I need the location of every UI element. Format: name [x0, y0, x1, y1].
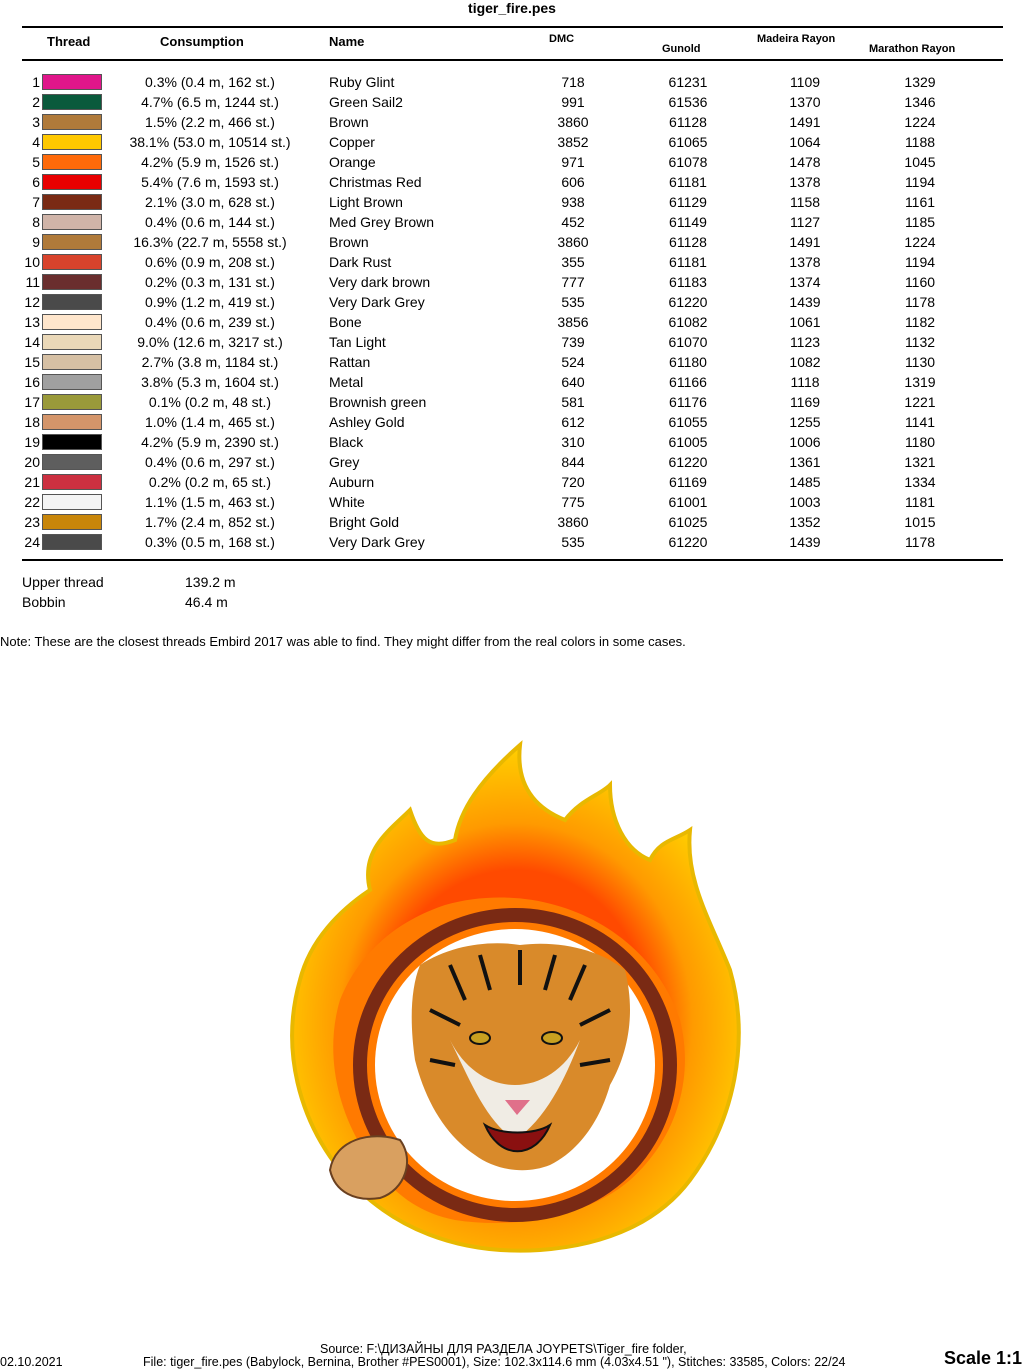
- thread-dmc-code: 535: [561, 294, 585, 310]
- table-row: [0, 512, 1024, 532]
- thread-madeira-code: 1378: [789, 174, 821, 190]
- thread-consumption: 3.8% (5.3 m, 1604 st.): [141, 374, 279, 390]
- thread-gunold-code: 61082: [668, 314, 708, 330]
- thread-name: Black: [329, 434, 364, 450]
- thread-marathon-code: 1224: [904, 114, 936, 130]
- thread-number: 5: [32, 154, 40, 170]
- thread-gunold-code: 61220: [668, 454, 708, 470]
- thread-name: White: [329, 494, 365, 510]
- thread-color-swatch: [42, 474, 102, 490]
- thread-madeira-code: 1003: [789, 494, 821, 510]
- thread-name: Brown: [329, 234, 369, 250]
- thread-marathon-code: 1334: [904, 474, 936, 490]
- thread-color-swatch: [42, 254, 102, 270]
- thread-madeira-code: 1123: [789, 334, 821, 350]
- thread-gunold-code: 61055: [668, 414, 708, 430]
- thread-consumption: 1.7% (2.4 m, 852 st.): [145, 514, 275, 530]
- table-row: [0, 232, 1024, 252]
- thread-number: 13: [24, 314, 40, 330]
- thread-name: Rattan: [329, 354, 371, 370]
- tiger-eye-right: [542, 1032, 562, 1044]
- thread-madeira-code: 1491: [789, 234, 821, 250]
- thread-consumption: 0.4% (0.6 m, 239 st.): [145, 314, 275, 330]
- table-row: [0, 412, 1024, 432]
- thread-color-swatch: [42, 354, 102, 370]
- thread-name: Christmas Red: [329, 174, 422, 190]
- thread-consumption: 0.2% (0.2 m, 65 st.): [148, 474, 272, 490]
- thread-marathon-code: 1321: [904, 454, 936, 470]
- thread-consumption: 0.9% (1.2 m, 419 st.): [145, 294, 275, 310]
- bobbin-label: Bobbin: [22, 594, 66, 610]
- thread-consumption: 0.6% (0.9 m, 208 st.): [145, 254, 275, 270]
- thread-marathon-code: 1346: [904, 94, 936, 110]
- thread-madeira-code: 1478: [789, 154, 821, 170]
- thread-consumption: 9.0% (12.6 m, 3217 st.): [137, 334, 283, 350]
- thread-madeira-code: 1374: [789, 274, 821, 290]
- thread-consumption: 0.2% (0.3 m, 131 st.): [145, 274, 275, 290]
- thread-dmc-code: 991: [561, 94, 585, 110]
- thread-madeira-code: 1439: [789, 294, 821, 310]
- table-row: [0, 112, 1024, 132]
- footer-file-info: File: tiger_fire.pes (Babylock, Bernina, Brother #PES0001), Size: 102.3x114.6 mm (4.03x4.51 "), Stitches: 33585, Colors: 22/24: [143, 1355, 846, 1369]
- thread-number: 2: [32, 94, 40, 110]
- thread-name: Ashley Gold: [329, 414, 405, 430]
- thread-madeira-code: 1439: [789, 534, 821, 550]
- header-dmc: DMC: [549, 33, 575, 45]
- table-row: [0, 212, 1024, 232]
- thread-consumption: 4.7% (6.5 m, 1244 st.): [141, 94, 279, 110]
- footer-date: 02.10.2021: [0, 1355, 63, 1369]
- thread-number: 12: [24, 294, 40, 310]
- thread-color-swatch: [42, 454, 102, 470]
- thread-dmc-code: 739: [561, 334, 585, 350]
- thread-name: Med Grey Brown: [329, 214, 435, 230]
- thread-madeira-code: 1352: [789, 514, 821, 530]
- thread-number: 10: [24, 254, 40, 270]
- thread-dmc-code: 777: [561, 274, 585, 290]
- thread-gunold-code: 61129: [669, 194, 707, 210]
- thread-consumption: 4.2% (5.9 m, 1526 st.): [141, 154, 279, 170]
- thread-marathon-code: 1185: [904, 214, 936, 230]
- thread-dmc-code: 606: [561, 174, 585, 190]
- thread-number: 21: [24, 474, 40, 490]
- table-row: [0, 492, 1024, 512]
- thread-name: Bone: [329, 314, 362, 330]
- thread-gunold-code: 61183: [669, 274, 707, 290]
- thread-number: 4: [32, 134, 40, 150]
- thread-madeira-code: 1109: [789, 74, 821, 90]
- thread-number: 11: [25, 274, 40, 290]
- thread-name: Very Dark Grey: [329, 534, 425, 550]
- thread-number: 19: [24, 434, 40, 450]
- thread-marathon-code: 1015: [904, 514, 936, 530]
- thread-consumption: 0.4% (0.6 m, 297 st.): [145, 454, 275, 470]
- thread-color-swatch: [42, 294, 102, 310]
- thread-marathon-code: 1221: [904, 394, 936, 410]
- thread-marathon-code: 1161: [904, 194, 936, 210]
- thread-number: 16: [24, 374, 40, 390]
- table-row: [0, 472, 1024, 492]
- header-bottom-rule: [22, 59, 1003, 61]
- header-top-rule: [22, 26, 1003, 28]
- table-row: [0, 312, 1024, 332]
- thread-consumption: 16.3% (22.7 m, 5558 st.): [133, 234, 287, 250]
- table-row: [0, 352, 1024, 372]
- thread-number: 18: [24, 414, 40, 430]
- thread-dmc-code: 720: [561, 474, 585, 490]
- thread-dmc-code: 938: [561, 194, 585, 210]
- thread-color-swatch: [42, 394, 102, 410]
- thread-name: Metal: [329, 374, 364, 390]
- thread-name: Bright Gold: [329, 514, 400, 530]
- thread-number: 23: [24, 514, 40, 530]
- thread-consumption: 1.1% (1.5 m, 463 st.): [145, 494, 275, 510]
- thread-marathon-code: 1319: [904, 374, 936, 390]
- thread-gunold-code: 61070: [668, 334, 708, 350]
- header-name: Name: [329, 34, 365, 49]
- header-marathon: Marathon Rayon: [869, 43, 956, 55]
- thread-color-swatch: [42, 74, 102, 90]
- tiger-eye-left: [470, 1032, 490, 1044]
- thread-gunold-code: 61231: [668, 74, 708, 90]
- thread-marathon-code: 1188: [904, 134, 936, 150]
- thread-number: 15: [24, 354, 40, 370]
- header-madeira: Madeira Rayon: [757, 33, 836, 45]
- thread-gunold-code: 61065: [668, 134, 708, 150]
- table-row: [0, 392, 1024, 412]
- thread-dmc-code: 3860: [557, 114, 589, 130]
- thread-consumption: 2.7% (3.8 m, 1184 st.): [141, 354, 279, 370]
- thread-marathon-code: 1224: [904, 234, 936, 250]
- thread-dmc-code: 718: [561, 74, 585, 90]
- thread-color-swatch: [42, 314, 102, 330]
- thread-marathon-code: 1160: [904, 274, 936, 290]
- table-row: [0, 172, 1024, 192]
- table-row: [0, 372, 1024, 392]
- thread-color-swatch: [42, 114, 102, 130]
- thread-color-swatch: [42, 134, 102, 150]
- thread-marathon-code: 1194: [904, 174, 936, 190]
- thread-number: 22: [24, 494, 40, 510]
- thread-name: Grey: [329, 454, 360, 470]
- thread-gunold-code: 61181: [669, 174, 707, 190]
- thread-dmc-code: 612: [561, 414, 585, 430]
- thread-name: Very Dark Grey: [329, 294, 425, 310]
- thread-gunold-code: 61001: [668, 494, 708, 510]
- table-row: [0, 132, 1024, 152]
- thread-name: Green Sail2: [329, 94, 403, 110]
- thread-gunold-code: 61128: [669, 234, 707, 250]
- thread-dmc-code: 971: [561, 154, 585, 170]
- upper-thread-value: 139.2 m: [185, 574, 236, 590]
- thread-number: 24: [24, 534, 40, 550]
- thread-madeira-code: 1127: [789, 214, 821, 230]
- thread-color-swatch: [42, 494, 102, 510]
- thread-madeira-code: 1158: [789, 194, 821, 210]
- thread-gunold-code: 61166: [669, 374, 707, 390]
- thread-name: Orange: [329, 154, 376, 170]
- thread-name: Auburn: [329, 474, 375, 490]
- thread-name: Brown: [329, 114, 369, 130]
- table-row: [0, 332, 1024, 352]
- thread-consumption: 2.1% (3.0 m, 628 st.): [145, 194, 275, 210]
- thread-number: 7: [32, 194, 40, 210]
- thread-color-swatch: [42, 514, 102, 530]
- thread-color-swatch: [42, 414, 102, 430]
- thread-marathon-code: 1132: [904, 334, 936, 350]
- header-consumption: Consumption: [160, 34, 244, 49]
- upper-thread-label: Upper thread: [22, 574, 104, 590]
- thread-madeira-code: 1006: [789, 434, 821, 450]
- thread-color-swatch: [42, 214, 102, 230]
- table-row: [0, 432, 1024, 452]
- table-row: [0, 272, 1024, 292]
- thread-name: Dark Rust: [329, 254, 392, 270]
- thread-madeira-code: 1082: [789, 354, 821, 370]
- thread-consumption: 4.2% (5.9 m, 2390 st.): [141, 434, 279, 450]
- thread-color-swatch: [42, 274, 102, 290]
- thread-color-swatch: [42, 334, 102, 350]
- table-row: [0, 292, 1024, 312]
- header-gunold: Gunold: [662, 43, 701, 55]
- thread-madeira-code: 1064: [789, 134, 821, 150]
- closest-threads-note: Note: These are the closest threads Embird 2017 was able to find. They might differ from the real colors in some cases.: [0, 634, 686, 649]
- thread-gunold-code: 61176: [669, 394, 707, 410]
- thread-consumption: 1.0% (1.4 m, 465 st.): [145, 414, 275, 430]
- thread-gunold-code: 61005: [668, 434, 708, 450]
- thread-number: 6: [32, 174, 40, 190]
- thread-number: 8: [32, 214, 40, 230]
- thread-madeira-code: 1118: [790, 374, 820, 390]
- thread-marathon-code: 1178: [904, 534, 936, 550]
- thread-marathon-code: 1130: [904, 354, 936, 370]
- thread-madeira-code: 1169: [789, 394, 821, 410]
- thread-dmc-code: 524: [561, 354, 585, 370]
- thread-consumption: 38.1% (53.0 m, 10514 st.): [129, 134, 291, 150]
- thread-consumption: 0.4% (0.6 m, 144 st.): [145, 214, 275, 230]
- thread-gunold-code: 61220: [668, 294, 708, 310]
- table-row: [0, 72, 1024, 92]
- thread-dmc-code: 3856: [557, 314, 589, 330]
- thread-gunold-code: 61536: [668, 94, 708, 110]
- table-row: [0, 152, 1024, 172]
- scale-label: Scale 1:1: [943, 1348, 1022, 1368]
- thread-dmc-code: 3860: [557, 234, 589, 250]
- thread-dmc-code: 310: [561, 434, 585, 450]
- thread-dmc-code: 775: [561, 494, 585, 510]
- thread-number: 20: [24, 454, 40, 470]
- thread-madeira-code: 1378: [789, 254, 821, 270]
- thread-madeira-code: 1370: [789, 94, 821, 110]
- tiger-fire-embroidery-image: [280, 740, 750, 1260]
- table-row: [0, 192, 1024, 212]
- thread-dmc-code: 581: [561, 394, 585, 410]
- thread-marathon-code: 1180: [904, 434, 936, 450]
- thread-color-swatch: [42, 154, 102, 170]
- thread-dmc-code: 535: [561, 534, 585, 550]
- thread-number: 1: [32, 74, 40, 90]
- thread-dmc-code: 3860: [557, 514, 589, 530]
- thread-gunold-code: 61180: [669, 354, 707, 370]
- thread-dmc-code: 640: [561, 374, 585, 390]
- thread-dmc-code: 452: [561, 214, 585, 230]
- table-row: [0, 252, 1024, 272]
- thread-consumption: 0.1% (0.2 m, 48 st.): [148, 394, 272, 410]
- thread-color-swatch: [42, 534, 102, 550]
- thread-consumption: 1.5% (2.2 m, 466 st.): [145, 114, 275, 130]
- thread-name: Very dark brown: [329, 274, 431, 290]
- thread-marathon-code: 1329: [904, 74, 936, 90]
- thread-dmc-code: 3852: [557, 134, 589, 150]
- thread-madeira-code: 1255: [789, 414, 821, 430]
- thread-dmc-code: 355: [561, 254, 585, 270]
- thread-gunold-code: 61181: [669, 254, 707, 270]
- thread-gunold-code: 61128: [669, 114, 707, 130]
- bobbin-value: 46.4 m: [185, 594, 228, 610]
- thread-name: Tan Light: [329, 334, 386, 350]
- header-thread: Thread: [47, 34, 91, 49]
- thread-marathon-code: 1045: [904, 154, 936, 170]
- thread-consumption: 5.4% (7.6 m, 1593 st.): [141, 174, 279, 190]
- thread-consumption: 0.3% (0.5 m, 168 st.): [145, 534, 275, 550]
- thread-gunold-code: 61149: [669, 214, 707, 230]
- thread-number: 3: [32, 114, 40, 130]
- thread-number: 14: [24, 334, 40, 350]
- document-title: tiger_fire.pes: [468, 0, 556, 16]
- thread-gunold-code: 61169: [669, 474, 707, 490]
- thread-color-swatch: [42, 234, 102, 250]
- thread-number: 9: [32, 234, 40, 250]
- footer-source: Source: F:\ДИЗАЙНЫ ДЛЯ РАЗДЕЛА JOYPETS\Tiger_fire folder,: [320, 1342, 687, 1356]
- table-row: [0, 92, 1024, 112]
- thread-color-swatch: [42, 174, 102, 190]
- thread-madeira-code: 1491: [789, 114, 821, 130]
- thread-dmc-code: 844: [561, 454, 585, 470]
- thread-name: Brownish green: [329, 394, 427, 410]
- thread-madeira-code: 1485: [789, 474, 821, 490]
- thread-madeira-code: 1361: [789, 454, 821, 470]
- thread-marathon-code: 1182: [904, 314, 936, 330]
- thread-color-swatch: [42, 434, 102, 450]
- thread-name: Light Brown: [329, 194, 403, 210]
- thread-name: Ruby Glint: [329, 74, 395, 90]
- thread-madeira-code: 1061: [789, 314, 821, 330]
- thread-marathon-code: 1141: [904, 414, 936, 430]
- table-bottom-rule: [22, 559, 1003, 561]
- table-row: [0, 452, 1024, 472]
- thread-color-swatch: [42, 94, 102, 110]
- thread-gunold-code: 61078: [668, 154, 708, 170]
- thread-name: Copper: [329, 134, 375, 150]
- thread-gunold-code: 61025: [668, 514, 708, 530]
- thread-marathon-code: 1181: [904, 494, 936, 510]
- thread-marathon-code: 1178: [904, 294, 936, 310]
- thread-gunold-code: 61220: [668, 534, 708, 550]
- thread-consumption: 0.3% (0.4 m, 162 st.): [145, 74, 275, 90]
- table-row: [0, 532, 1024, 552]
- thread-number: 17: [24, 394, 40, 410]
- thread-color-swatch: [42, 374, 102, 390]
- thread-color-swatch: [42, 194, 102, 210]
- thread-marathon-code: 1194: [904, 254, 936, 270]
